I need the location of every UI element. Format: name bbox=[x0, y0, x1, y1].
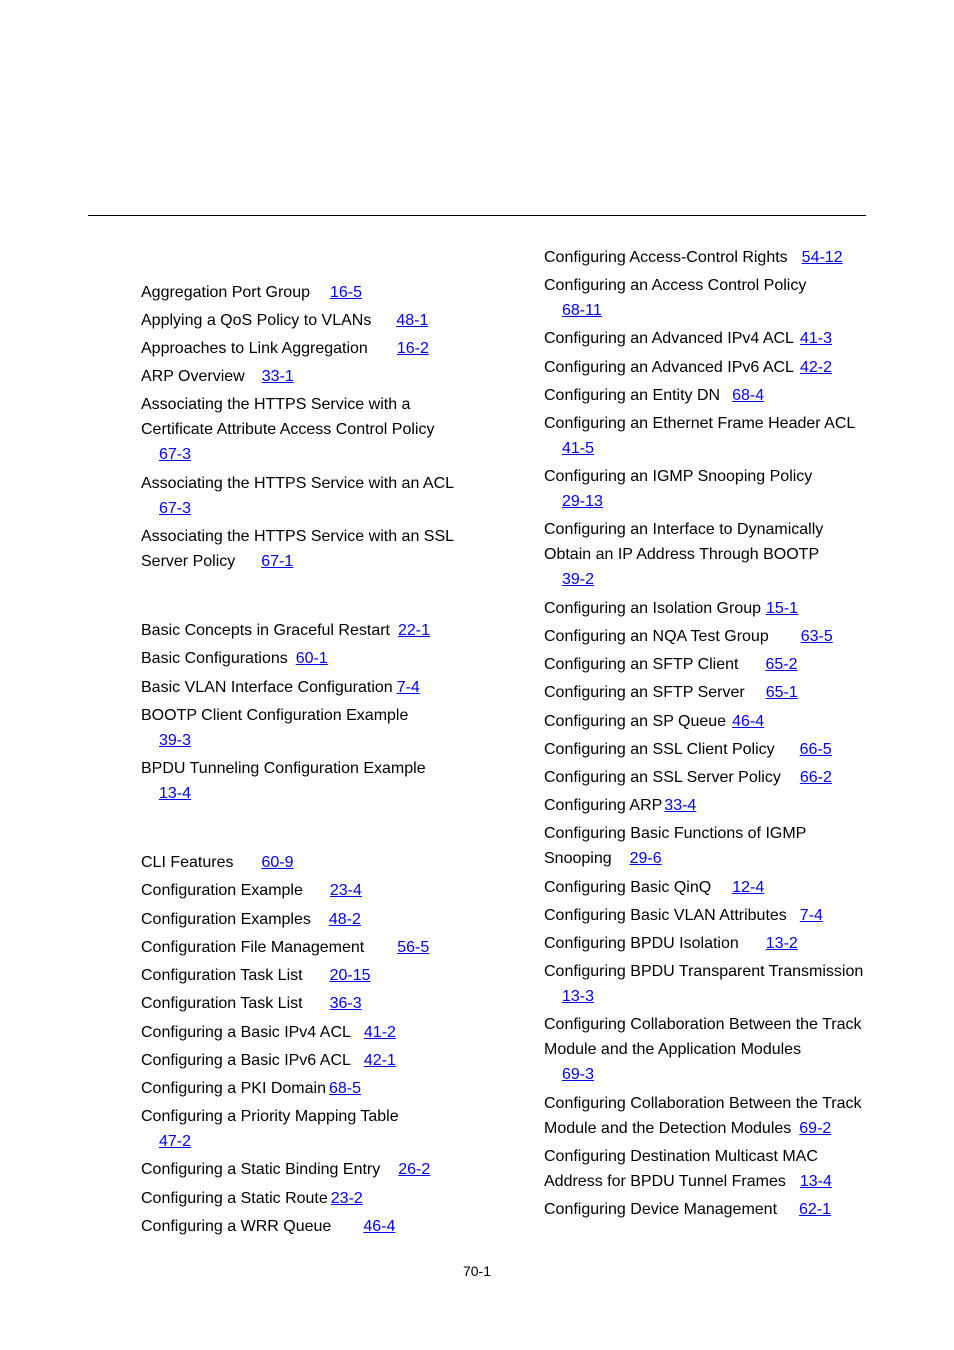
entry-text: Configuring an SSL Server Policy bbox=[544, 769, 781, 786]
entry-text bbox=[544, 903, 823, 928]
index-entry bbox=[544, 245, 843, 270]
entry-text: Configuring an Isolation Group bbox=[544, 600, 762, 617]
entry-text: Snooping bbox=[544, 850, 612, 867]
page-link[interactable]: 41-3 bbox=[799, 330, 832, 347]
entry-text: Configuration Example bbox=[141, 882, 303, 899]
page-link[interactable]: 62-1 bbox=[799, 1201, 832, 1218]
index-entry bbox=[544, 464, 812, 514]
entry-text: Associating the HTTPS Service with an SSL bbox=[141, 528, 455, 545]
entry-text bbox=[544, 355, 832, 380]
index-entry bbox=[141, 308, 428, 333]
entry-text bbox=[141, 850, 294, 875]
entry-text: Applying a QoS Policy to VLANs bbox=[141, 312, 372, 329]
entry-text bbox=[141, 675, 420, 700]
index-entry bbox=[544, 709, 764, 734]
page-link[interactable]: 47-2 bbox=[159, 1133, 192, 1150]
entry-text: BPDU Tunneling Configuration Example bbox=[141, 760, 426, 777]
page-link[interactable]: 29-13 bbox=[562, 493, 603, 510]
entry-text bbox=[141, 1020, 396, 1045]
index-entry bbox=[544, 411, 855, 461]
page-link[interactable]: 68-5 bbox=[328, 1080, 362, 1097]
entry-text: Configuring an Access Control Policy bbox=[544, 277, 807, 294]
page-link[interactable]: 48-2 bbox=[328, 911, 361, 928]
entry-text bbox=[544, 875, 764, 900]
page-link[interactable]: 42-1 bbox=[363, 1052, 396, 1069]
entry-text: BOOTP Client Configuration Example bbox=[141, 707, 409, 724]
index-entry bbox=[141, 471, 454, 521]
entry-text bbox=[544, 680, 798, 705]
index-entry bbox=[141, 1214, 395, 1239]
entry-text: Configuring ARP bbox=[544, 797, 663, 814]
page-link[interactable]: 56-5 bbox=[397, 939, 430, 956]
entry-text bbox=[141, 1214, 395, 1239]
index-entry bbox=[141, 963, 371, 988]
entry-text: Certificate Attribute Access Control Policy bbox=[141, 421, 435, 438]
entry-text bbox=[141, 1076, 361, 1101]
page-link[interactable]: 46-4 bbox=[732, 713, 765, 730]
index-entry bbox=[141, 850, 294, 875]
page-link[interactable]: 7-4 bbox=[799, 907, 823, 924]
entry-text: Configuring BPDU Isolation bbox=[544, 935, 739, 952]
entry-text: Configuring an Ethernet Frame Header ACL bbox=[544, 415, 856, 432]
entry-text: Configuring a PKI Domain bbox=[141, 1080, 326, 1097]
index-entry bbox=[141, 336, 429, 361]
index-entry bbox=[141, 878, 362, 903]
entry-text bbox=[141, 1186, 363, 1211]
entry-text: ARP Overview bbox=[141, 368, 245, 385]
index-entry bbox=[141, 675, 420, 700]
page-link[interactable]: 15-1 bbox=[766, 600, 799, 617]
page-link[interactable]: 60-1 bbox=[295, 650, 328, 667]
entry-text: Module and the Detection Modules bbox=[544, 1120, 792, 1137]
entry-text bbox=[544, 931, 798, 956]
entry-text bbox=[141, 280, 362, 305]
entry-text: Basic VLAN Interface Configuration bbox=[141, 679, 393, 696]
entry-text: Configuring Collaboration Between the Track bbox=[544, 1095, 862, 1112]
entry-text bbox=[141, 618, 430, 643]
entry-text: Server Policy bbox=[141, 553, 236, 570]
page-number: 70-1 bbox=[462, 1263, 492, 1279]
entry-text bbox=[141, 907, 361, 932]
entry-text bbox=[544, 326, 832, 351]
index-entry bbox=[141, 991, 362, 1016]
index-entry bbox=[544, 931, 798, 956]
index-entry bbox=[544, 821, 806, 871]
page-link[interactable]: 65-1 bbox=[765, 684, 798, 701]
page-link[interactable]: 46-4 bbox=[363, 1218, 396, 1235]
entry-text bbox=[544, 624, 833, 649]
entry-text bbox=[544, 793, 696, 818]
entry-text bbox=[544, 596, 798, 621]
entry-text: Configuring an IGMP Snooping Policy bbox=[544, 468, 813, 485]
entry-text bbox=[141, 336, 429, 361]
index-entry bbox=[544, 1091, 862, 1141]
page-link[interactable]: 63-5 bbox=[800, 628, 833, 645]
entry-text: Configuration Examples bbox=[141, 911, 311, 928]
entry-text bbox=[141, 549, 454, 574]
index-entry bbox=[544, 596, 798, 621]
index-entry bbox=[141, 756, 426, 806]
page-link[interactable]: 13-2 bbox=[765, 935, 798, 952]
entry-text bbox=[544, 709, 764, 734]
index-entry bbox=[141, 280, 362, 305]
index-entry bbox=[544, 793, 696, 818]
index-entry bbox=[141, 1020, 396, 1045]
entry-text: Configuring Basic QinQ bbox=[544, 879, 712, 896]
index-entry bbox=[544, 875, 764, 900]
index-entry bbox=[141, 1048, 396, 1073]
page-link[interactable]: 23-2 bbox=[330, 1190, 363, 1207]
page-link[interactable]: 67-1 bbox=[261, 553, 294, 570]
entry-text: Configuring Collaboration Between the Track bbox=[544, 1016, 862, 1033]
page-link[interactable]: 66-5 bbox=[799, 741, 832, 758]
entry-text: Configuration Task List bbox=[141, 967, 303, 984]
page-link[interactable]: 68-4 bbox=[732, 387, 765, 404]
index-entry bbox=[141, 646, 328, 671]
entry-text: Basic Concepts in Graceful Restart bbox=[141, 622, 390, 639]
index-entry bbox=[141, 392, 434, 467]
entry-text bbox=[141, 646, 328, 671]
entry-text: Configuring a Basic IPv6 ACL bbox=[141, 1052, 351, 1069]
page-link[interactable]: 12-4 bbox=[732, 879, 765, 896]
page-link[interactable]: 42-2 bbox=[799, 359, 832, 376]
entry-text bbox=[141, 1048, 396, 1073]
page-link[interactable]: 7-4 bbox=[396, 679, 420, 696]
index-entry bbox=[544, 1012, 862, 1087]
entry-text: Configuring BPDU Transparent Transmission bbox=[544, 963, 864, 980]
entry-text bbox=[141, 1157, 430, 1182]
index-entry bbox=[544, 737, 832, 762]
page-link[interactable]: 66-2 bbox=[799, 769, 832, 786]
page-link[interactable]: 69-2 bbox=[799, 1120, 832, 1137]
index-entry bbox=[141, 703, 408, 753]
page-link[interactable]: 20-15 bbox=[329, 967, 371, 984]
entry-text: Configuring a Basic IPv4 ACL bbox=[141, 1024, 351, 1041]
index-entry bbox=[544, 355, 832, 380]
entry-text bbox=[544, 1197, 831, 1222]
entry-text: Configuring an SFTP Client bbox=[544, 656, 739, 673]
page-link[interactable]: 65-2 bbox=[765, 656, 798, 673]
index-entry bbox=[141, 524, 454, 574]
page-link[interactable]: 39-3 bbox=[159, 732, 192, 749]
page-link[interactable]: 26-2 bbox=[398, 1161, 431, 1178]
entry-text bbox=[544, 245, 843, 270]
page-link[interactable]: 60-9 bbox=[261, 854, 294, 871]
entry-text bbox=[141, 308, 428, 333]
index-entry bbox=[544, 383, 764, 408]
index-entry bbox=[544, 680, 798, 705]
index-entry bbox=[544, 326, 832, 351]
entry-text bbox=[141, 963, 371, 988]
index-entry bbox=[544, 1144, 832, 1194]
page-link[interactable]: 13-4 bbox=[799, 1173, 832, 1190]
entry-text bbox=[544, 652, 798, 677]
entry-text: Configuring an NQA Test Group bbox=[544, 628, 769, 645]
entry-text bbox=[141, 878, 362, 903]
page-link[interactable]: 23-4 bbox=[329, 882, 362, 899]
entry-text bbox=[141, 991, 362, 1016]
page-link[interactable]: 22-1 bbox=[398, 622, 431, 639]
entry-text: Configuring Access-Control Rights bbox=[544, 249, 788, 266]
entry-text bbox=[544, 846, 806, 871]
index-entry bbox=[544, 959, 863, 1009]
entry-text: Associating the HTTPS Service with a bbox=[141, 396, 411, 413]
index-entry bbox=[141, 1076, 361, 1101]
index-entry bbox=[544, 273, 806, 323]
page-link[interactable]: 41-5 bbox=[562, 440, 595, 457]
entry-text: Configuring an Interface to Dynamically bbox=[544, 521, 824, 538]
index-entry bbox=[141, 935, 429, 960]
entry-text: Aggregation Port Group bbox=[141, 284, 310, 301]
entry-text: Configuration Task List bbox=[141, 995, 303, 1012]
header-rule bbox=[88, 215, 866, 216]
index-entry bbox=[141, 1157, 430, 1182]
index-entry bbox=[141, 364, 294, 389]
index-entry bbox=[544, 652, 798, 677]
index-entry bbox=[544, 624, 833, 649]
page-link[interactable]: 33-4 bbox=[664, 797, 697, 814]
index-entry bbox=[141, 618, 430, 643]
page-link[interactable]: 16-2 bbox=[396, 340, 429, 357]
index-entry bbox=[544, 765, 832, 790]
page-link[interactable]: 39-2 bbox=[562, 571, 595, 588]
index-entry bbox=[544, 517, 823, 592]
page-link[interactable]: 16-5 bbox=[330, 284, 363, 301]
page-link[interactable]: 36-3 bbox=[329, 995, 362, 1012]
entry-text: Configuring an SFTP Server bbox=[544, 684, 745, 701]
entry-text: Configuring a WRR Queue bbox=[141, 1218, 332, 1235]
entry-text: Approaches to Link Aggregation bbox=[141, 340, 368, 357]
entry-text: Module and the Application Modules bbox=[544, 1041, 802, 1058]
page-link[interactable]: 54-12 bbox=[801, 249, 843, 266]
entry-text: Configuring an SP Queue bbox=[544, 713, 727, 730]
page-link[interactable]: 13-3 bbox=[562, 988, 595, 1005]
entry-text: Configuring Basic VLAN Attributes bbox=[544, 907, 787, 924]
page-link[interactable]: 69-3 bbox=[562, 1066, 595, 1083]
entry-text bbox=[544, 737, 832, 762]
entry-text: Configuring Basic Functions of IGMP bbox=[544, 825, 807, 842]
index-entry bbox=[141, 1186, 363, 1211]
page-link[interactable]: 67-3 bbox=[159, 500, 192, 517]
entry-text: Configuring Device Management bbox=[544, 1201, 778, 1218]
page-link[interactable]: 29-6 bbox=[629, 850, 662, 867]
entry-text bbox=[544, 1116, 862, 1141]
entry-text bbox=[544, 765, 832, 790]
entry-text: CLI Features bbox=[141, 854, 234, 871]
entry-text: Configuring an Advanced IPv4 ACL bbox=[544, 330, 794, 347]
entry-text: Configuration File Management bbox=[141, 939, 365, 956]
index-entry bbox=[544, 1197, 831, 1222]
index-entry bbox=[141, 1104, 399, 1154]
entry-text bbox=[544, 383, 764, 408]
entry-text: Configuring Destination Multicast MAC bbox=[544, 1148, 818, 1165]
page-link[interactable]: 13-4 bbox=[159, 785, 192, 802]
entry-text: Configuring an SSL Client Policy bbox=[544, 741, 775, 758]
entry-text: Configuring a Priority Mapping Table bbox=[141, 1108, 399, 1125]
entry-text: Basic Configurations bbox=[141, 650, 288, 667]
page-link[interactable]: 33-1 bbox=[261, 368, 294, 385]
index-entry bbox=[141, 907, 361, 932]
entry-text: Configuring a Static Binding Entry bbox=[141, 1161, 381, 1178]
index-entry bbox=[544, 903, 823, 928]
entry-text: Configuring a Static Route bbox=[141, 1190, 328, 1207]
entry-text: Address for BPDU Tunnel Frames bbox=[544, 1173, 786, 1190]
entry-text: Configuring an Advanced IPv6 ACL bbox=[544, 359, 794, 376]
page-link[interactable]: 48-1 bbox=[396, 312, 429, 329]
page-link[interactable]: 68-11 bbox=[562, 302, 602, 319]
entry-text: Obtain an IP Address Through BOOTP bbox=[544, 546, 820, 563]
page-link[interactable]: 67-3 bbox=[159, 446, 192, 463]
page-link[interactable]: 41-2 bbox=[363, 1024, 396, 1041]
entry-text: Configuring an Entity DN bbox=[544, 387, 721, 404]
entry-text bbox=[141, 364, 294, 389]
entry-text: Associating the HTTPS Service with an ACL bbox=[141, 475, 455, 492]
entry-text bbox=[141, 935, 429, 960]
entry-text bbox=[544, 1169, 832, 1194]
